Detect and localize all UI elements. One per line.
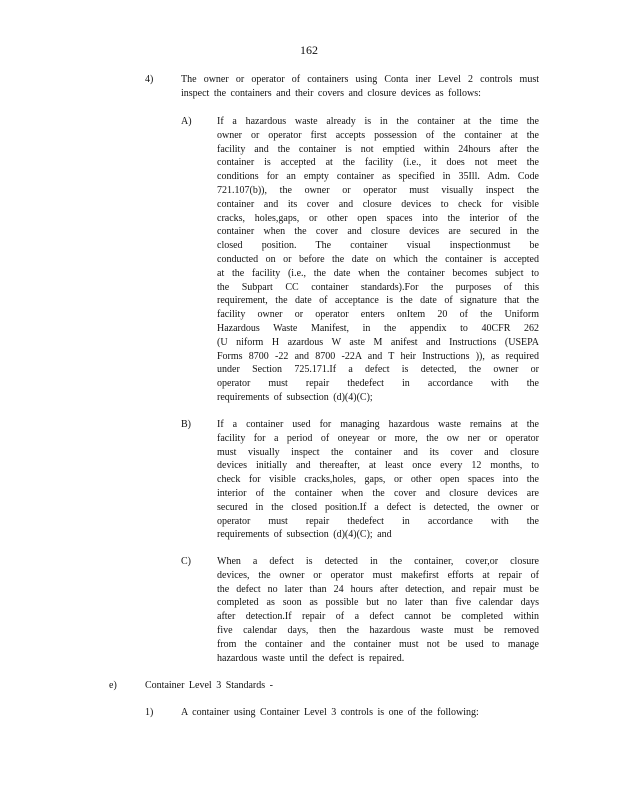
- item-b-marker: B): [181, 419, 191, 430]
- text-line: inspect the containers and their covers and closure devices as follows:: [181, 87, 481, 99]
- text-line: the Subpart CC container standards).For the purposes of this: [217, 281, 539, 293]
- text-line: Forms 8700 -22 and 8700 -22A and T heir Instructions )), as required: [217, 350, 539, 362]
- text-line: interior of the container when the cover and closure devices are: [217, 487, 539, 499]
- text-line: requirements of subsection (d)(4)(C);: [217, 391, 373, 403]
- text-line: check for visible cracks,holes, gaps, or other open spaces into the: [217, 474, 539, 486]
- text-line: container and its cover and closure devices to check for visible: [217, 198, 539, 210]
- text-line: after detection.If repair of a defect cannot be completed within: [217, 611, 539, 623]
- text-line: conducted on or before the date on which the container is accepted: [217, 253, 539, 265]
- text-line: Hazardous Waste Manifest, in the appendix to 40CFR 262: [217, 322, 539, 334]
- text-line: under Section 725.171.If a defect is detected, the owner or: [217, 364, 539, 376]
- text-line: at the facility (i.e., the date when the container becomes subject to: [217, 267, 539, 279]
- item-b-paragraph: [217, 418, 539, 542]
- text-line: (U niform H azardous W aste M anifest and Instructions (USEPA: [217, 336, 539, 348]
- page-number: 162: [300, 43, 318, 57]
- item-c-marker: C): [181, 556, 191, 567]
- text-line: devices initially and thereafter, at least once every 12 months, to: [217, 460, 539, 472]
- text-line: The owner or operator of containers using Conta iner Level 2 controls must: [181, 74, 539, 85]
- text-line: facility for a period of oneyear or more, the ow ner or operator: [217, 432, 539, 444]
- text-line: facility owner or operator enters onItem 20 of the Uniform: [217, 309, 539, 321]
- text-line: five calendar days, then the hazardous waste must be removed: [217, 624, 539, 636]
- item-a-paragraph: [217, 115, 539, 405]
- text-line: facility and the container is not emptied within 24hours after the: [217, 143, 539, 155]
- text-line: When a defect is detected in the container, cover,or closure: [217, 556, 539, 567]
- text-line: container is accepted at the facility (i.e., it does not meet the: [217, 157, 539, 169]
- section-heading: Container Level 3 Standards -: [145, 680, 273, 691]
- text-line: the defect no later than 24 hours after detection, and repair must be: [217, 583, 539, 595]
- text-line: conditions for an empty container as specified in 35Ill. Adm. Code: [217, 171, 539, 183]
- text-line: completed as soon as possible but no later than five calendar days: [217, 597, 539, 609]
- text-line: closed position. The container visual inspectionmust be: [217, 240, 539, 252]
- text-line: operator must repair thedefect in accordance with the: [217, 515, 539, 527]
- item-a-marker: A): [181, 116, 192, 127]
- item-e-marker: e): [109, 680, 117, 691]
- text-line: container when the cover and closure devices are secured in the: [217, 226, 539, 238]
- text-line: must visually inspect the container and its cover and closure: [217, 446, 539, 458]
- item-1-marker: 1): [145, 707, 154, 718]
- text-line: If a hazardous waste already is in the container at the time the: [217, 116, 539, 127]
- text-line: 721.107(b)), the owner or operator must visually inspect the: [217, 184, 539, 196]
- item-e-heading: [145, 679, 445, 693]
- text-line: devices, the owner or operator must makefirst efforts at repair of: [217, 569, 539, 581]
- text-line: from the container and the container must not be used to manage: [217, 638, 539, 650]
- text-line: secured in the closed position.If a defect is detected, the owner or: [217, 501, 539, 513]
- item-4-marker: 4): [145, 74, 154, 85]
- text-line: operator must repair thedefect in accordance with the: [217, 378, 539, 390]
- item-4-paragraph: [181, 73, 539, 101]
- item-c-paragraph: [217, 555, 539, 665]
- text-line: hazardous waste until the defect is repaired.: [217, 652, 405, 664]
- text-line: If a container used for managing hazardous waste remains at the: [217, 419, 539, 430]
- text-line: owner or operator first accepts possession of the container at the: [217, 129, 539, 141]
- text-line: requirements of subsection (d)(4)(C); and: [217, 529, 392, 541]
- item-1-paragraph: [181, 706, 539, 720]
- text-line: requirement, the date of acceptance is the date of signature that the: [217, 295, 539, 307]
- text-line: A container using Container Level 3 controls is one of the following:: [181, 707, 479, 718]
- text-line: cracks, holes,gaps, or other open spaces into the interior of the: [217, 212, 539, 224]
